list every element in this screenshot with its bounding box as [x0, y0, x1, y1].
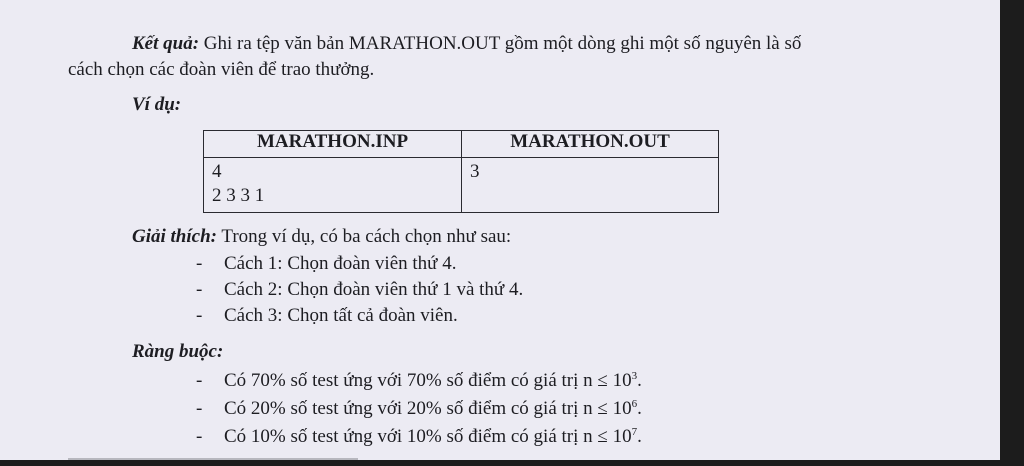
constraint-end: . [637, 370, 642, 391]
constraint-end: . [637, 426, 642, 447]
constraint-exponent: 6 [631, 398, 638, 410]
explanation-paragraph [132, 226, 511, 248]
explanation-label: Giải thích: [132, 226, 217, 247]
list-item [196, 398, 642, 420]
input-line-2: 2 3 3 1 [212, 185, 265, 206]
list-item [196, 370, 642, 392]
table-header-row [204, 131, 719, 158]
cropped-next-line [68, 458, 358, 460]
example-heading: Ví dụ: [132, 94, 182, 115]
result-label: Kết quả: [132, 33, 200, 54]
output-line-1: 3 [470, 161, 480, 182]
list-item-text: Cách 2: Chọn đoàn viên thứ 1 và thứ 4. [224, 279, 524, 300]
example-table [203, 130, 719, 213]
list-item [196, 426, 642, 448]
result-text-line2: cách chọn các đoàn viên để trao thưởng. [68, 59, 375, 80]
list-item-text: Cách 3: Chọn tất cả đoàn viên. [224, 305, 458, 326]
constraint-exponent: 3 [631, 370, 638, 382]
result-text-line1: Ghi ra tệp văn bản MARATHON.OUT gồm một dòng ghi một số nguyên là số [199, 33, 802, 54]
constraint-exponent: 7 [631, 426, 638, 438]
bullet-dash: - [196, 279, 203, 300]
explanation-text: Trong ví dụ, có ba cách chọn như sau: [216, 226, 512, 247]
bullet-dash: - [196, 253, 203, 274]
table-header-output: MARATHON.OUT [462, 131, 719, 158]
bullet-dash: - [196, 370, 203, 391]
constraint-text: Có 10% số test ứng với 10% số điểm có giá trị n ≤ 10 [224, 426, 632, 447]
constraint-end: . [637, 398, 642, 419]
result-paragraph [132, 33, 801, 55]
list-item-text: Cách 1: Chọn đoàn viên thứ 4. [224, 253, 457, 274]
table-row [204, 158, 719, 213]
bullet-dash: - [196, 305, 203, 326]
table-cell-input [204, 158, 462, 213]
constraint-text: Có 70% số test ứng với 70% số điểm có giá trị n ≤ 10 [224, 370, 632, 391]
constraint-text: Có 20% số test ứng với 20% số điểm có giá trị n ≤ 10 [224, 398, 632, 419]
table-cell-output [462, 158, 719, 213]
table-header-input: MARATHON.INP [204, 131, 462, 158]
list-item [196, 305, 458, 327]
bullet-dash: - [196, 398, 203, 419]
list-item [196, 253, 456, 275]
input-line-1: 4 [212, 161, 222, 182]
constraints-heading: Ràng buộc: [132, 341, 224, 362]
bullet-dash: - [196, 426, 203, 447]
list-item [196, 279, 523, 301]
